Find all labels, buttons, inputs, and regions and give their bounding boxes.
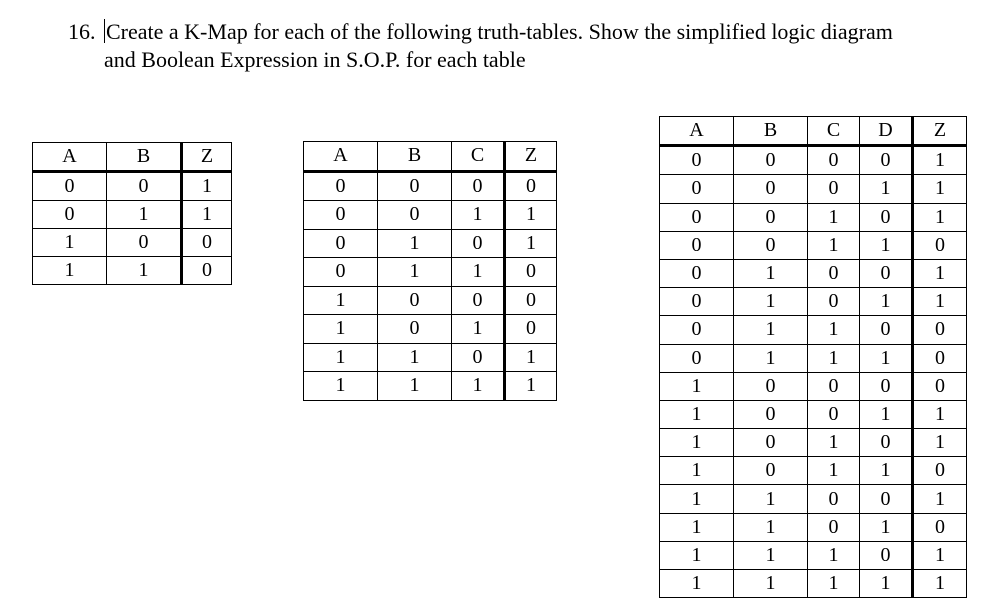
table-cell: 1 [860, 231, 913, 259]
table-cell: 1 [378, 229, 452, 258]
table-cell: 1 [808, 231, 860, 259]
table-row [660, 259, 967, 287]
table-cell: 1 [378, 372, 452, 401]
table-cell: 0 [660, 146, 734, 175]
table-row [304, 315, 557, 344]
table-header-row [304, 142, 557, 172]
table-cell: 0 [660, 175, 734, 203]
table-cell: 1 [505, 229, 557, 258]
table-cell: 1 [660, 570, 734, 598]
table-cell: 1 [452, 315, 505, 344]
table-cell: 0 [734, 457, 808, 485]
table-cell: 0 [860, 146, 913, 175]
table-row [304, 229, 557, 258]
table-cell: 1 [304, 343, 378, 372]
table-cell: 0 [452, 286, 505, 315]
table-cell: 1 [660, 513, 734, 541]
table-cell: 1 [734, 344, 808, 372]
table-cell: 0 [808, 288, 860, 316]
table-row [660, 288, 967, 316]
table-cell: 1 [660, 372, 734, 400]
table-cell: 0 [860, 372, 913, 400]
text-cursor [104, 19, 105, 43]
table-cell: 1 [808, 570, 860, 598]
table-cell: 1 [304, 286, 378, 315]
table-cell: 1 [860, 570, 913, 598]
table-cell: 1 [913, 541, 967, 569]
table-row [660, 513, 967, 541]
table-cell: 0 [107, 172, 182, 201]
table-cell: 1 [913, 485, 967, 513]
table-cell: 1 [808, 541, 860, 569]
table-cell: 0 [913, 344, 967, 372]
table-cell: 1 [660, 400, 734, 428]
table-cell: 1 [913, 203, 967, 231]
table-cell: 0 [808, 513, 860, 541]
column-header-b: B [378, 142, 452, 172]
table-cell: 1 [378, 258, 452, 287]
table-cell: 1 [860, 175, 913, 203]
table-cell: 0 [734, 429, 808, 457]
table-cell: 0 [660, 316, 734, 344]
table-row [660, 429, 967, 457]
table-cell: 0 [808, 400, 860, 428]
question-line-2: and Boolean Expression in S.O.P. for each table [104, 47, 526, 72]
table-cell: 1 [182, 172, 232, 201]
table-cell: 0 [505, 171, 557, 201]
table-cell: 0 [734, 175, 808, 203]
table-cell: 0 [182, 229, 232, 257]
table-cell: 0 [808, 485, 860, 513]
table-cell: 0 [913, 231, 967, 259]
table-cell: 0 [33, 201, 107, 229]
table-cell: 1 [304, 315, 378, 344]
table-cell: 1 [913, 570, 967, 598]
table-cell: 0 [860, 541, 913, 569]
table-cell: 0 [860, 485, 913, 513]
table-cell: 0 [913, 316, 967, 344]
table-header-row [660, 117, 967, 146]
column-header-b: B [107, 143, 182, 172]
column-header-c: C [808, 117, 860, 146]
table-cell: 1 [913, 259, 967, 287]
table-cell: 0 [452, 171, 505, 201]
table-cell: 0 [860, 259, 913, 287]
table-cell: 0 [304, 171, 378, 201]
column-header-a: A [660, 117, 734, 146]
table-row [304, 343, 557, 372]
table-cell: 1 [452, 258, 505, 287]
table-row [660, 400, 967, 428]
column-header-z: Z [913, 117, 967, 146]
table-cell: 1 [808, 344, 860, 372]
column-header-d: D [860, 117, 913, 146]
table-cell: 0 [107, 229, 182, 257]
table-cell: 0 [808, 372, 860, 400]
table-cell: 1 [452, 201, 505, 230]
column-header-a: A [304, 142, 378, 172]
table-cell: 0 [304, 201, 378, 230]
truth-table-4-input [659, 116, 967, 598]
table-cell: 1 [913, 400, 967, 428]
table-cell: 0 [734, 146, 808, 175]
table-cell: 0 [734, 400, 808, 428]
question-line-1 [104, 18, 978, 46]
table-cell: 1 [452, 372, 505, 401]
question-number: 16. [68, 19, 96, 44]
column-header-z: Z [505, 142, 557, 172]
table-row [304, 171, 557, 201]
table-cell: 0 [860, 316, 913, 344]
table-cell: 1 [913, 288, 967, 316]
table-cell: 1 [734, 570, 808, 598]
table-cell: 1 [33, 229, 107, 257]
table-row [660, 231, 967, 259]
truth-table-2-input [32, 142, 232, 285]
table-cell: 1 [913, 175, 967, 203]
table-cell: 0 [452, 343, 505, 372]
question-text [68, 18, 978, 74]
table-cell: 1 [734, 541, 808, 569]
table-header-row [33, 143, 232, 172]
column-header-b: B [734, 117, 808, 146]
table-row [304, 286, 557, 315]
table-cell: 1 [860, 344, 913, 372]
table-cell: 0 [734, 203, 808, 231]
table-cell: 1 [860, 513, 913, 541]
table-cell: 0 [808, 259, 860, 287]
table-row [660, 372, 967, 400]
table-cell: 1 [913, 146, 967, 175]
table-cell: 0 [808, 175, 860, 203]
table-cell: 0 [660, 288, 734, 316]
table-cell: 0 [860, 203, 913, 231]
column-header-c: C [452, 142, 505, 172]
table-cell: 0 [808, 146, 860, 175]
table-cell: 0 [452, 229, 505, 258]
table-cell: 0 [913, 457, 967, 485]
table-cell: 0 [660, 231, 734, 259]
table-cell: 1 [660, 429, 734, 457]
table-cell: 0 [378, 171, 452, 201]
table-cell: 1 [734, 485, 808, 513]
table-cell: 0 [304, 229, 378, 258]
table-row [660, 316, 967, 344]
table-row [660, 146, 967, 175]
table-row [660, 344, 967, 372]
table-row [304, 372, 557, 401]
column-header-a: A [33, 143, 107, 172]
question-line-1-text: Create a K-Map for each of the following truth-tables. Show the simplified logic diagram [106, 19, 893, 44]
table-cell: 1 [734, 316, 808, 344]
table-row [660, 485, 967, 513]
table-row [660, 203, 967, 231]
table-cell: 1 [304, 372, 378, 401]
table-cell: 1 [505, 343, 557, 372]
table-row [33, 257, 232, 285]
table-cell: 1 [913, 429, 967, 457]
table-cell: 0 [378, 201, 452, 230]
table-cell: 1 [808, 203, 860, 231]
table-cell: 1 [660, 457, 734, 485]
table-cell: 0 [734, 231, 808, 259]
table-cell: 1 [860, 288, 913, 316]
table-cell: 0 [734, 372, 808, 400]
table-cell: 0 [660, 344, 734, 372]
table-cell: 1 [378, 343, 452, 372]
table-cell: 1 [734, 513, 808, 541]
table-cell: 1 [860, 400, 913, 428]
table-row [33, 172, 232, 201]
table-cell: 0 [182, 257, 232, 285]
table-cell: 0 [378, 315, 452, 344]
table-cell: 0 [660, 259, 734, 287]
truth-table-3-input [303, 141, 557, 401]
table-cell: 0 [33, 172, 107, 201]
table-row [660, 570, 967, 598]
table-cell: 0 [304, 258, 378, 287]
table-cell: 0 [913, 372, 967, 400]
table-row [660, 541, 967, 569]
table-cell: 1 [734, 288, 808, 316]
table-row [304, 258, 557, 287]
table-cell: 1 [660, 485, 734, 513]
table-cell: 1 [808, 457, 860, 485]
table-cell: 1 [734, 259, 808, 287]
table-cell: 0 [913, 513, 967, 541]
table-cell: 0 [505, 286, 557, 315]
table-cell: 0 [505, 315, 557, 344]
table-row [660, 175, 967, 203]
table-cell: 0 [660, 203, 734, 231]
table-cell: 1 [33, 257, 107, 285]
table-cell: 1 [505, 201, 557, 230]
table-cell: 0 [505, 258, 557, 287]
table-cell: 1 [660, 541, 734, 569]
table-cell: 1 [182, 201, 232, 229]
table-cell: 1 [107, 201, 182, 229]
table-cell: 1 [808, 429, 860, 457]
table-cell: 1 [808, 316, 860, 344]
table-cell: 1 [860, 457, 913, 485]
table-row [33, 229, 232, 257]
table-row [304, 201, 557, 230]
table-cell: 1 [107, 257, 182, 285]
table-row [660, 457, 967, 485]
table-row [33, 201, 232, 229]
table-cell: 0 [378, 286, 452, 315]
table-cell: 0 [860, 429, 913, 457]
column-header-z: Z [182, 143, 232, 172]
table-cell: 1 [505, 372, 557, 401]
